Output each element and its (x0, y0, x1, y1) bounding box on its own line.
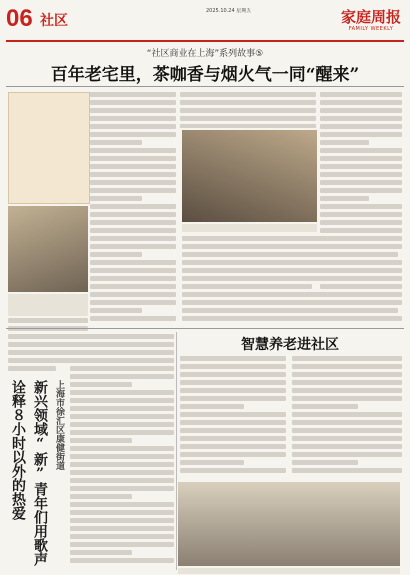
text-line-placeholder (90, 172, 176, 177)
text-line-placeholder (180, 404, 244, 409)
text-line-placeholder (292, 356, 402, 361)
text-line-placeholder (180, 380, 286, 385)
text-line-placeholder (90, 156, 176, 161)
text-line-placeholder (182, 236, 398, 241)
text-line-placeholder (320, 180, 402, 185)
text-line-placeholder (90, 260, 176, 265)
text-line-placeholder (182, 276, 398, 281)
text-line-placeholder (70, 518, 174, 523)
text-line-placeholder (292, 380, 402, 385)
text-line-placeholder (320, 156, 402, 161)
text-line-placeholder (70, 414, 174, 419)
text-line-placeholder (70, 550, 132, 555)
text-line-placeholder (90, 308, 142, 313)
text-line-placeholder (90, 188, 176, 193)
third-body-column (180, 356, 286, 478)
text-line-placeholder (320, 228, 402, 233)
text-line-placeholder (180, 444, 286, 449)
text-line-placeholder (90, 132, 176, 137)
text-line-placeholder (180, 364, 286, 369)
text-line-placeholder (90, 236, 176, 241)
text-line-placeholder (320, 100, 402, 105)
text-line-placeholder (70, 534, 174, 539)
text-line-placeholder (292, 372, 402, 377)
text-line-placeholder (70, 558, 174, 563)
text-line-placeholder (292, 460, 358, 465)
lead-body-column (182, 236, 398, 324)
text-line-placeholder (292, 404, 358, 409)
third-body-column (292, 356, 402, 478)
text-line-placeholder (90, 212, 176, 217)
section-name: 社区 (40, 13, 68, 29)
text-line-placeholder (70, 374, 174, 379)
text-line-placeholder (320, 124, 402, 129)
text-line-placeholder (90, 220, 176, 225)
text-line-placeholder (320, 204, 402, 209)
text-line-placeholder (70, 350, 174, 355)
text-line-placeholder (70, 358, 174, 363)
text-line-placeholder (182, 252, 398, 257)
text-line-placeholder (180, 460, 244, 465)
text-line-placeholder (8, 366, 56, 371)
text-line-placeholder (292, 412, 402, 417)
text-line-placeholder (292, 420, 402, 425)
text-line-placeholder (180, 436, 286, 441)
text-line-placeholder (320, 132, 402, 137)
third-photo-caption (178, 568, 400, 574)
headline-divider (6, 86, 404, 87)
text-line-placeholder (70, 334, 174, 339)
lead-photo-left-caption (8, 294, 88, 316)
third-photo (178, 482, 400, 566)
text-line-placeholder (180, 100, 316, 105)
text-line-placeholder (70, 342, 174, 347)
issue-meta (206, 8, 336, 22)
text-line-placeholder (70, 430, 174, 435)
text-line-placeholder (180, 468, 286, 473)
text-line-placeholder (90, 244, 176, 249)
text-line-placeholder (320, 108, 402, 113)
text-line-placeholder (70, 470, 174, 475)
text-line-placeholder (70, 446, 174, 451)
text-line-placeholder (70, 502, 174, 507)
text-line-placeholder (70, 438, 132, 443)
text-line-placeholder (292, 388, 402, 393)
text-line-placeholder (90, 292, 176, 297)
text-line-placeholder (8, 318, 88, 323)
text-line-placeholder (70, 494, 132, 499)
text-line-placeholder (90, 108, 176, 113)
text-line-placeholder (90, 204, 176, 209)
text-line-placeholder (70, 486, 174, 491)
lead-photo-main (182, 130, 317, 222)
lead-photo-main-caption (182, 224, 317, 232)
editor-note-box (8, 92, 90, 204)
second-headline-line-2: 新兴领域“新”青年们用歌声 (32, 380, 48, 566)
paper-subtitle: FAMILY WEEKLY (348, 26, 394, 32)
text-line-placeholder (180, 124, 316, 128)
text-line-placeholder (182, 268, 398, 273)
text-line-placeholder (182, 284, 312, 289)
text-line-placeholder (320, 196, 369, 201)
text-line-placeholder (292, 396, 402, 401)
text-line-placeholder (90, 316, 176, 321)
text-line-placeholder (90, 228, 176, 233)
text-line-placeholder (90, 268, 176, 273)
text-line-placeholder (70, 382, 132, 387)
text-line-placeholder (70, 366, 174, 371)
text-line-placeholder (180, 372, 286, 377)
text-line-placeholder (320, 172, 402, 177)
text-line-placeholder (292, 428, 402, 433)
text-line-placeholder (70, 526, 174, 531)
text-line-placeholder (90, 284, 176, 289)
text-line-placeholder (292, 364, 402, 369)
paper-title: 家庭周报 (340, 8, 401, 26)
lead-headline: 百年老宅里，茶咖香与烟火气一同“醒来” (50, 65, 360, 85)
text-line-placeholder (320, 188, 402, 193)
text-line-placeholder (70, 398, 174, 403)
text-line-placeholder (320, 148, 402, 153)
text-line-placeholder (180, 452, 286, 457)
lead-body-column (90, 92, 176, 324)
text-line-placeholder (320, 212, 402, 217)
page-number: 06 (6, 5, 33, 32)
text-line-placeholder (70, 478, 174, 483)
section-divider (6, 328, 404, 329)
text-line-placeholder (70, 542, 174, 547)
text-line-placeholder (90, 124, 176, 129)
text-line-placeholder (320, 164, 402, 169)
text-line-placeholder (182, 316, 398, 321)
text-line-placeholder (70, 390, 174, 395)
text-line-placeholder (90, 276, 176, 281)
text-line-placeholder (320, 116, 402, 121)
text-line-placeholder (182, 308, 398, 313)
column-divider (176, 332, 177, 570)
text-line-placeholder (90, 300, 176, 305)
text-line-placeholder (180, 92, 316, 97)
lead-body-column (180, 92, 316, 128)
text-line-placeholder (90, 180, 176, 185)
third-headline: 智慧养老进社区 (241, 337, 339, 353)
lead-photo-left (8, 206, 88, 292)
text-line-placeholder (70, 422, 174, 427)
text-line-placeholder (180, 428, 286, 433)
text-line-placeholder (292, 468, 402, 473)
text-line-placeholder (90, 100, 176, 105)
text-line-placeholder (180, 388, 286, 393)
text-line-placeholder (70, 406, 174, 411)
text-line-placeholder (182, 292, 398, 297)
text-line-placeholder (90, 252, 142, 257)
text-line-placeholder (90, 140, 142, 145)
text-line-placeholder (320, 140, 369, 145)
text-line-placeholder (90, 164, 176, 169)
text-line-placeholder (292, 452, 402, 457)
second-headline-line-1: 诠释８小时以外的热爱 (10, 380, 26, 520)
text-line-placeholder (292, 436, 402, 441)
text-line-placeholder (70, 454, 174, 459)
text-line-placeholder (70, 462, 174, 467)
second-body-column (70, 334, 174, 570)
issue-date: 2025.10.24 星期五 (206, 8, 252, 14)
text-line-placeholder (320, 220, 402, 225)
text-line-placeholder (180, 356, 286, 361)
text-line-placeholder (90, 92, 176, 97)
text-line-placeholder (180, 116, 316, 121)
text-line-placeholder (180, 108, 316, 113)
text-line-placeholder (182, 244, 398, 249)
series-tag: “社区商业在上海”系列故事⑤ (146, 49, 264, 59)
text-line-placeholder (90, 196, 142, 201)
text-line-placeholder (182, 300, 398, 305)
text-line-placeholder (292, 444, 402, 449)
masthead (6, 4, 404, 42)
text-line-placeholder (180, 396, 286, 401)
text-line-placeholder (180, 420, 286, 425)
second-story-dateline: 上海市徐汇区康健街道 (54, 380, 64, 470)
text-line-placeholder (320, 92, 402, 97)
text-line-placeholder (90, 148, 176, 153)
text-line-placeholder (90, 116, 176, 121)
text-line-placeholder (70, 510, 174, 515)
text-line-placeholder (180, 412, 286, 417)
text-line-placeholder (182, 260, 398, 265)
issue-editors (206, 15, 336, 22)
